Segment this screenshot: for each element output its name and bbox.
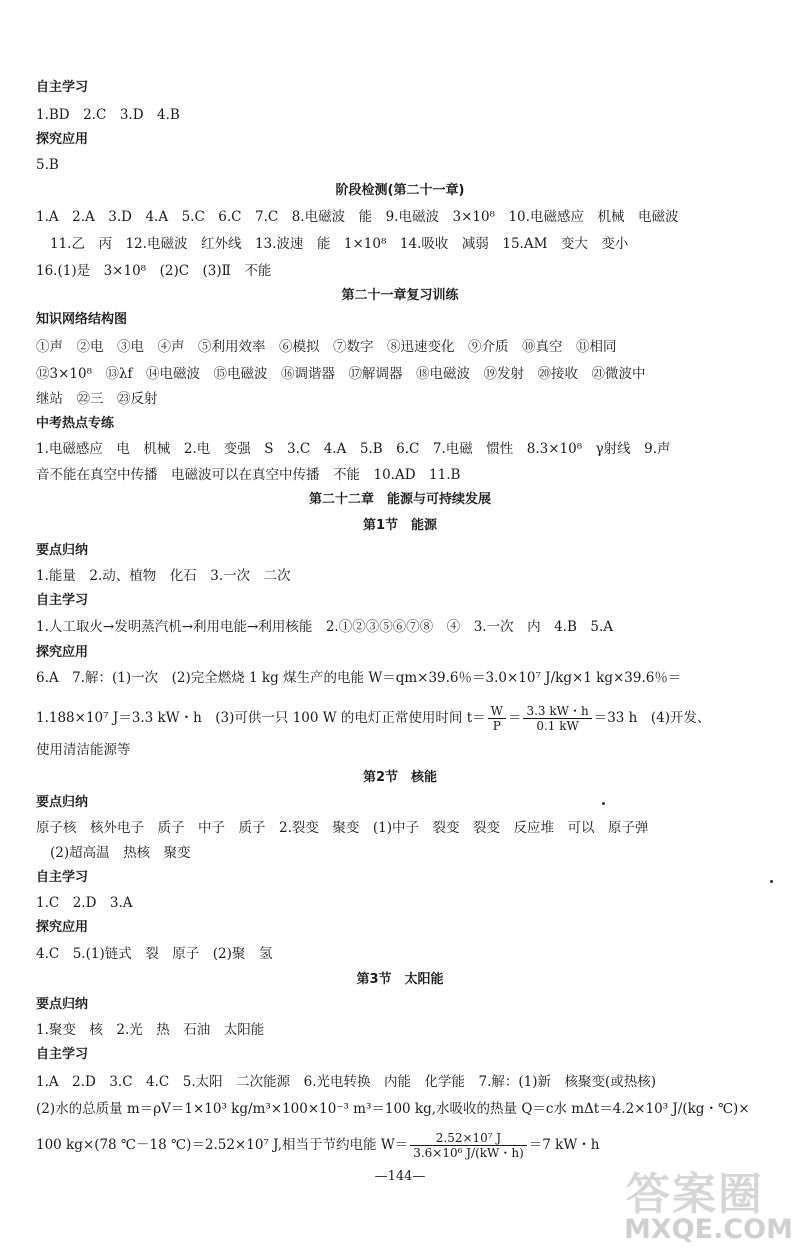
section-heading: 知识网络结构图	[36, 312, 128, 327]
answer-line: 1.聚变 核 2.光 热 石油 太阳能	[36, 1022, 265, 1038]
section-heading: 要点归纳	[36, 543, 89, 558]
answer-line: 4.C 5.(1)链式 裂 原子 (2)聚 氢	[36, 946, 273, 962]
chapter-title: 第二十一章复习训练	[341, 288, 459, 303]
section-heading: 要点归纳	[36, 795, 89, 810]
answer-line: 5.B	[36, 157, 59, 173]
fraction-energy-conversion: $\frac{\text{2.52×10⁷ J}}{\text{3.6×10⁶ J/(kW・h)}}$	[410, 1131, 527, 1160]
answer-line: 继站 ㉒三 ㉓反射	[36, 391, 158, 407]
answer-line: (2)超高温 热核 聚变	[50, 845, 191, 861]
section-title: 第2节 核能	[362, 770, 438, 785]
chapter-title: 第二十二章 能源与可持续发展	[308, 492, 491, 507]
answer-line: (2)水的总质量 m＝ρV＝1×10³ kg/m³×100×10⁻³ m³＝100 kg,水吸收的热量 Q＝c水 mΔt＝4.2×10³ J/(kg・℃)×	[36, 1101, 750, 1117]
section-heading: 中考热点专练	[36, 416, 115, 431]
fraction-w-over-p: $\frac{W}{P}$	[488, 704, 506, 733]
answer-line: 11.乙 丙 12.电磁波 红外线 13.波速 能 1×10⁸ 14.吸收 减弱 15.AM 变大 变小	[50, 236, 629, 252]
scan-speck	[602, 802, 605, 805]
page-number: —144—	[374, 1169, 426, 1184]
watermark-site: MXQE.COM	[624, 1214, 793, 1245]
answer-line: 1.A 2.D 3.C 4.C 5.太阳 二次能源 6.光电转换 内能 化学能 7.解：(1)新 核聚变(或热核)	[36, 1074, 657, 1090]
answer-line-with-fraction: 100 kg×(78 ℃－18 ℃)＝2.52×10⁷ J,相当于节约电能 W＝ $\frac{\text{2.52×10⁷ J}}{\text{3.6×10⁶ J/(kW・h)}}$ ＝7 kW・h	[36, 1131, 600, 1160]
section-heading: 自主学习	[36, 1047, 89, 1062]
answer-line: 1.能量 2.动、植物 化石 3.一次 二次	[36, 568, 291, 584]
section-heading: 探究应用	[36, 132, 89, 147]
section-heading: 自主学习	[36, 80, 89, 95]
fraction-energy-over-power: $\frac{3.3 kW・h}{0.1 kW}$	[523, 704, 591, 733]
answer-line: 16.(1)是 3×10⁸ (2)C (3)Ⅱ 不能	[36, 263, 272, 279]
chapter-title: 阶段检测(第二十一章)	[335, 183, 465, 198]
section-title: 第1节 能源	[362, 518, 438, 533]
section-heading: 探究应用	[36, 920, 89, 935]
answer-line-with-fractions: 1.188×10⁷ J＝3.3 kW・h (3)可供一只 100 W 的电灯正常使用时间 t＝ $\frac{W}{P}$ ＝ $\frac{3.3 kW・h}{0.1 kW}$ ＝33 h (4)开发、	[36, 704, 711, 733]
answer-line: ①声 ②电 ③电 ④声 ⑤利用效率 ⑥模拟 ⑦数字 ⑧迅速变化 ⑨介质 ⑩真空 ⑪相同	[36, 339, 617, 355]
section-heading: 要点归纳	[36, 997, 89, 1012]
section-heading: 自主学习	[36, 593, 89, 608]
answer-line: 1.A 2.A 3.D 4.A 5.C 6.C 7.C 8.电磁波 能 9.电磁波 3×10⁸ 10.电磁感应 机械 电磁波	[36, 209, 679, 225]
answer-line: 1.电磁感应 电 机械 2.电 变强 S 3.C 4.A 5.B 6.C 7.电磁 惯性 8.3×10⁸ γ射线 9.声	[36, 441, 671, 457]
scan-speck	[770, 880, 773, 883]
answer-line: ⑫3×10⁸ ⑬λf ⑭电磁波 ⑮电磁波 ⑯调谐器 ⑰解调器 ⑱电磁波 ⑲发射 ⑳接收 ㉑微波中	[36, 366, 646, 382]
answer-line: 1.C 2.D 3.A	[36, 895, 133, 911]
answer-line: 6.A 7.解：(1)一次 (2)完全燃烧 1 kg 煤生产的电能 W＝qm×39.6％＝3.0×10⁷ J/kg×1 kg×39.6％＝	[36, 670, 682, 686]
section-title: 第3节 太阳能	[356, 972, 444, 987]
watermark-logo: 答案圈	[626, 1169, 764, 1220]
answer-line: 1.BD 2.C 3.D 4.B	[36, 107, 180, 123]
answer-line: 原子核 核外电子 质子 中子 质子 2.裂变 聚变 (1)中子 裂变 裂变 反应堆 可以 原子弹	[36, 820, 649, 836]
watermark	[620, 1158, 793, 1246]
answer-line: 音不能在真空中传播 电磁波可以在真空中传播 不能 10.AD 11.B	[36, 467, 461, 483]
section-heading: 探究应用	[36, 645, 89, 660]
section-heading: 自主学习	[36, 870, 89, 885]
answer-line: 1.人工取火→发明蒸汽机→利用电能→利用核能 2.①②③⑤⑥⑦⑧ ④ 3.一次 内 4.B 5.A	[36, 619, 614, 635]
answer-line: 使用清洁能源等	[36, 742, 131, 758]
